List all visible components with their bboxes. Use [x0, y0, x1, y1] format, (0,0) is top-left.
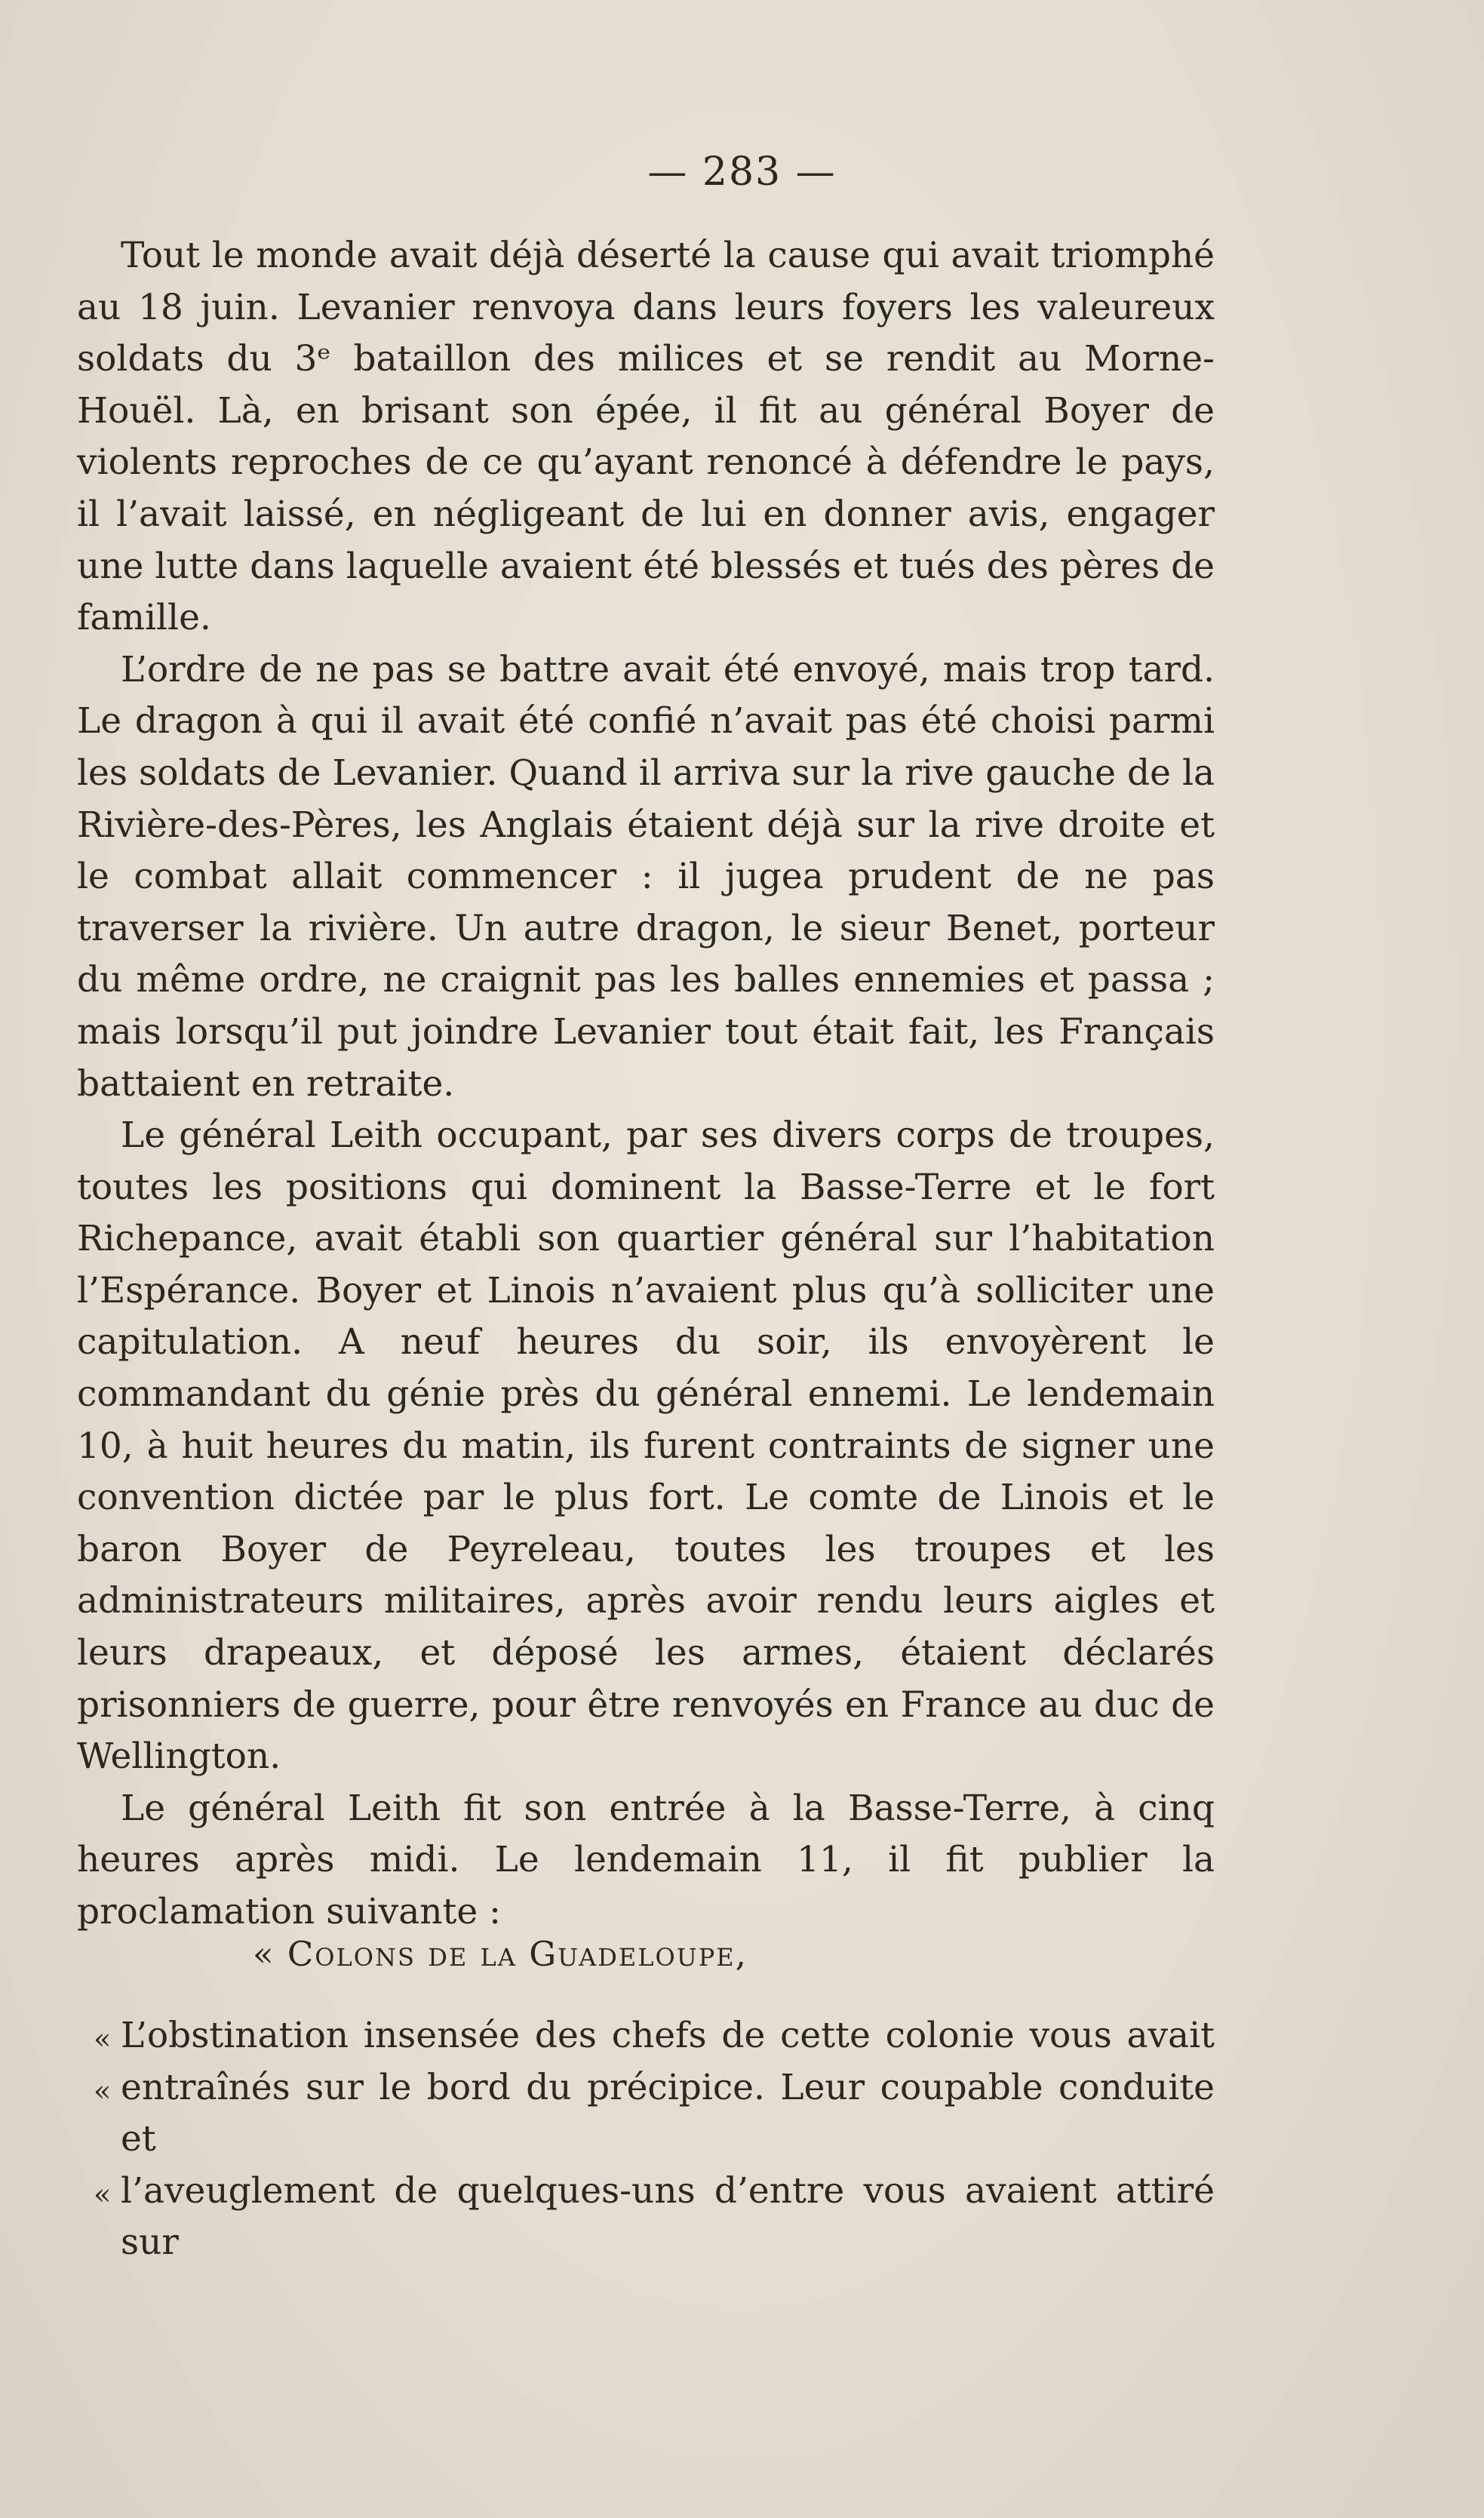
quote-line: [77, 2062, 1215, 2166]
quote-line: [77, 2166, 1215, 2269]
page-number: — 283 —: [647, 149, 837, 195]
quote-line-text: l’aveuglement de quelques-uns d’entre vous avaient attiré sur: [121, 2169, 1215, 2264]
quote-line: [77, 2010, 1215, 2062]
paragraph: Tout le monde avait déjà déserté la cause qui avait triomphé au 18 juin. Levanier renvoya dans leurs foyers les valeureux soldats du 3ᵉ bataillon des milices et se rendit au Morne-Houël. Là, en brisant son épée, il fit au général Boyer de violents reproches de ce qu’ayant renoncé à défendre le pays, il l’avait laissé, en négligeant de lui en donner avis, engager une lutte dans laquelle avaient été blessés et tués des pères de famille.: [77, 235, 1215, 639]
body-text: [77, 230, 1215, 1938]
paragraph: L’ordre de ne pas se battre avait été envoyé, mais trop tard. Le dragon à qui il avait été confié n’avait pas été choisi parmi les soldats de Levanier. Quand il arriva sur la rive gauche de la Rivière-des-Pères, les Anglais étaient déjà sur la rive droite et le combat allait commencer : il jugea prudent de ne pas traverser la rivière. Un autre dragon, le sieur Benet, porteur du même ordre, ne craignit pas les balles ennemies et passa ; mais lorsqu’il put joindre Levanier tout était fait, les Français battaient en retraite.: [77, 648, 1215, 1105]
quote-line-text: entraînés sur le bord du précipice. Leur coupable conduite et: [121, 2066, 1215, 2160]
proclamation-salutation: « Colons de la Guadeloupe,: [253, 1934, 748, 1974]
paragraph: Le général Leith fit son entrée à la Basse-Terre, à cinq heures après midi. Le lendemain 11, il fit publier la proclamation suivante :: [77, 1787, 1215, 1932]
quote-mark: «: [94, 2022, 112, 2055]
quote-line-text: L’obstination insensée des chefs de cette colonie vous avait: [121, 2015, 1215, 2056]
paragraph: Le général Leith occupant, par ses divers corps de troupes, toutes les positions qui dominent la Basse-Terre et le fort Richepance, avait établi son quartier général sur l’habitation l’Espérance. Boyer et Linois n’avaient plus qu’à solliciter une capitulation. A neuf heures du soir, ils envoyèrent le commandant du génie près du général ennemi. Le lendemain 10, à huit heures du matin, ils furent contraints de signer une convention dictée par le plus fort. Le comte de Linois et le baron Boyer de Peyreleau, toutes les troupes et les administrateurs militaires, après avoir rendu leurs aigles et leurs drapeaux, et déposé les armes, étaient déclarés prisonniers de guerre, pour être renvoyés en France au duc de Wellington.: [77, 1114, 1215, 1778]
quote-mark: «: [94, 2074, 112, 2108]
proclamation-text: [77, 2010, 1215, 2269]
quote-mark: «: [94, 2177, 112, 2211]
